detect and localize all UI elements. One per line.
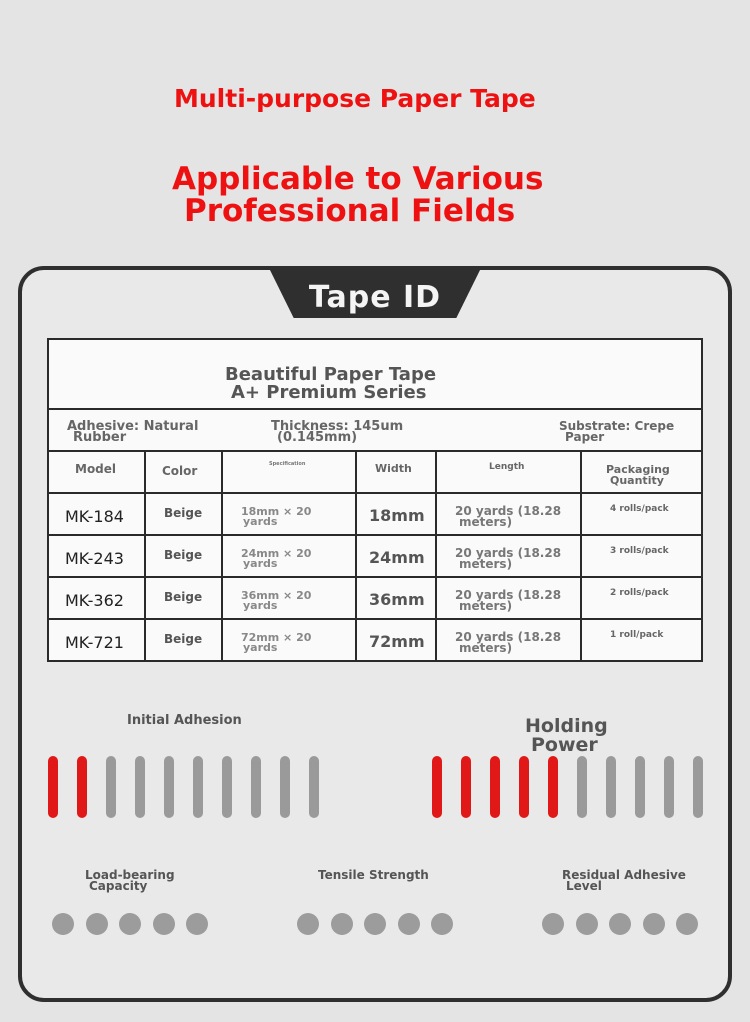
meter-bar-inactive (193, 756, 203, 818)
residual-adhesive-label (562, 870, 686, 892)
header-packaging-line2: Quantity (610, 474, 664, 487)
load-bearing-label (85, 870, 175, 892)
rating-dot (153, 913, 175, 935)
meter-bar-active (519, 756, 529, 818)
adhesive-spec (67, 421, 198, 443)
spec-cell (223, 578, 357, 618)
model-cell: MK-362 (49, 578, 146, 618)
spec-line1: 36mm × 20 (241, 589, 312, 602)
length-line1: 20 yards (18.28 (455, 504, 562, 518)
thickness-line2: (0.145mm) (277, 430, 358, 445)
table-title-row (49, 340, 701, 410)
rating-dot (542, 913, 564, 935)
rating-dot (364, 913, 386, 935)
rating-dot (186, 913, 208, 935)
headline-applicable-line1: Applicable to Various (172, 161, 544, 197)
model-cell: MK-184 (49, 494, 146, 534)
spec-line1: 18mm × 20 (241, 505, 312, 518)
length-line1: 20 yards (18.28 (455, 630, 562, 644)
table-title-line2: A+ Premium Series (231, 382, 427, 403)
headline-applicable (172, 163, 543, 227)
length-cell (437, 620, 582, 662)
rating-dot (398, 913, 420, 935)
meter-bar-inactive (222, 756, 232, 818)
table-title-line1: Beautiful Paper Tape (225, 364, 437, 385)
header-model: Model (49, 452, 146, 492)
adhesive-line2: Rubber (73, 430, 127, 445)
headline-applicable-line2: Professional Fields (184, 193, 516, 229)
spec-line2: yards (243, 641, 278, 654)
header-length: Length (437, 452, 582, 492)
rating-dot (676, 913, 698, 935)
length-line1: 20 yards (18.28 (455, 588, 562, 602)
width-cell: 24mm (357, 536, 437, 576)
meter-bar-active (490, 756, 500, 818)
meter-bar-inactive (309, 756, 319, 818)
table-row (49, 620, 701, 662)
header-width: Width (357, 452, 437, 492)
residual-adhesive-line2: Level (566, 879, 602, 893)
meter-bar-inactive (251, 756, 261, 818)
holding-power-label (525, 717, 608, 755)
packaging-cell: 1 roll/pack (610, 630, 664, 640)
tensile-strength-label: Tensile Strength (318, 868, 429, 882)
model-cell: MK-243 (49, 536, 146, 576)
load-bearing-line1: Load-bearing (85, 868, 175, 882)
header-color: Color (146, 452, 223, 492)
color-cell: Beige (146, 620, 223, 662)
length-cell (437, 494, 582, 534)
width-cell: 18mm (357, 494, 437, 534)
residual-adhesive-line1: Residual Adhesive (562, 868, 686, 882)
meter-bar-inactive (606, 756, 616, 818)
meter-bar-active (548, 756, 558, 818)
substrate-line1: Substrate: Crepe (559, 419, 675, 433)
spec-line1: 72mm × 20 (241, 631, 312, 644)
rating-dot (576, 913, 598, 935)
table-row (49, 494, 701, 536)
meter-bar-active (461, 756, 471, 818)
rating-dot (431, 913, 453, 935)
rating-dot (86, 913, 108, 935)
holding-power-line1: Holding (525, 715, 608, 737)
spec-cell (223, 620, 357, 662)
meter-bar-inactive (280, 756, 290, 818)
load-bearing-line2: Capacity (89, 879, 148, 893)
meter-bar-active (48, 756, 58, 818)
meter-bar-active (77, 756, 87, 818)
meter-bar-inactive (664, 756, 674, 818)
length-line1: 20 yards (18.28 (455, 546, 562, 560)
meter-bar-inactive (164, 756, 174, 818)
model-cell: MK-721 (49, 620, 146, 662)
spec-line2: yards (243, 557, 278, 570)
length-cell (437, 536, 582, 576)
rating-dot (609, 913, 631, 935)
table-row (49, 578, 701, 620)
packaging-cell: 4 rolls/pack (610, 504, 669, 514)
substrate-line2: Paper (565, 430, 605, 444)
meter-bar-inactive (693, 756, 703, 818)
meter-bar-inactive (577, 756, 587, 818)
spec-cell (223, 494, 357, 534)
spec-line1: 24mm × 20 (241, 547, 312, 560)
rating-dot (52, 913, 74, 935)
length-line2: meters) (459, 557, 513, 571)
table-header-row (49, 452, 701, 494)
width-cell: 72mm (357, 620, 437, 662)
header-specification: Specification (223, 452, 357, 492)
length-cell (437, 578, 582, 618)
thickness-line1: Thickness: 145um (271, 419, 404, 434)
table-row (49, 536, 701, 578)
spec-line2: yards (243, 515, 278, 528)
meter-bar-inactive (106, 756, 116, 818)
holding-power-line2: Power (531, 734, 598, 756)
header-packaging (582, 452, 701, 492)
tape-id-title: Tape ID (308, 280, 442, 315)
rating-dot (643, 913, 665, 935)
packaging-cell: 3 rolls/pack (610, 546, 669, 556)
adhesive-line1: Adhesive: Natural (67, 419, 199, 434)
length-line2: meters) (459, 641, 513, 655)
color-cell: Beige (146, 494, 223, 534)
length-line2: meters) (459, 599, 513, 613)
substrate-spec (559, 421, 674, 443)
spec-cell (223, 536, 357, 576)
header-packaging-line1: Packaging (606, 463, 670, 476)
color-cell: Beige (146, 578, 223, 618)
table-spec-row (49, 410, 701, 452)
rating-dot (331, 913, 353, 935)
length-line2: meters) (459, 515, 513, 529)
meter-bar-inactive (135, 756, 145, 818)
packaging-cell: 2 rolls/pack (610, 588, 669, 598)
color-cell: Beige (146, 536, 223, 576)
headline-multipurpose: Multi-purpose Paper Tape (174, 84, 536, 113)
rating-dot (297, 913, 319, 935)
meter-bar-inactive (635, 756, 645, 818)
width-cell: 36mm (357, 578, 437, 618)
meter-bar-active (432, 756, 442, 818)
spec-table (47, 338, 703, 662)
rating-dot (119, 913, 141, 935)
initial-adhesion-label: Initial Adhesion (127, 713, 242, 728)
thickness-spec (271, 421, 403, 443)
spec-line2: yards (243, 599, 278, 612)
table-title (225, 366, 436, 402)
